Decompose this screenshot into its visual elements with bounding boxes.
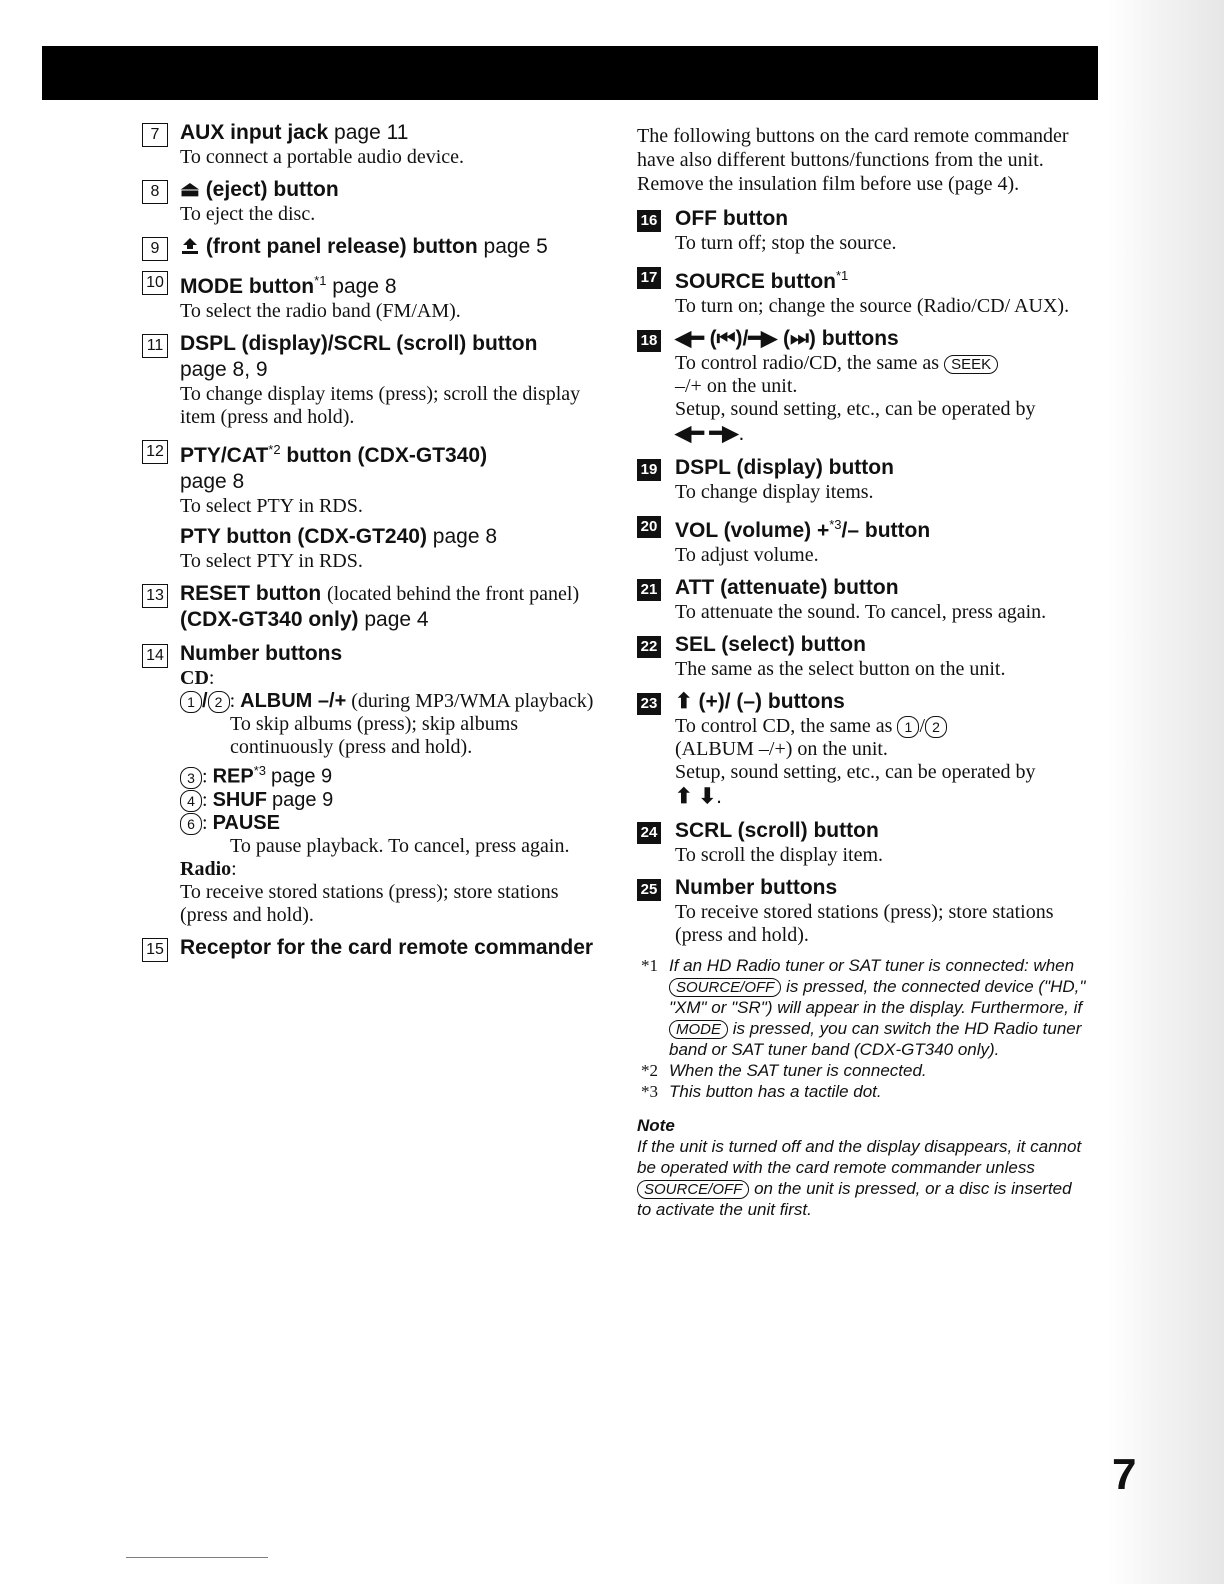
note-text-b: on the unit is pressed, or a disc is inserted to activate the unit first.	[637, 1179, 1072, 1219]
seek-key: SEEK	[944, 355, 998, 374]
item-desc: To turn on; change the source (Radio/CD/ AUX).	[675, 295, 1070, 317]
footnote-mark: *3	[641, 1082, 658, 1101]
footnote-text: is pressed, the connected device ("HD," "XM" or "SR") will appear in the display. Furthermore, if	[669, 977, 1086, 1017]
item-desc: To connect a portable audio device.	[180, 146, 465, 168]
footnote-text: is pressed, you can switch the HD Radio tuner band or SAT tuner band (CDX-GT340 only).	[669, 1019, 1082, 1059]
album-desc: To skip albums (press); skip albums continuously (press and hold).	[230, 713, 519, 758]
item-title: buttons	[821, 327, 899, 350]
item-desc: To select PTY in RDS.	[180, 495, 363, 517]
rep-label: REP	[212, 765, 254, 788]
mode-key: MODE	[669, 1020, 728, 1039]
cd-label: CD	[180, 667, 209, 689]
item-12	[142, 437, 602, 573]
album-note: (during MP3/WMA playback)	[351, 690, 594, 712]
item-number: 21	[637, 579, 661, 601]
key-2: 2	[208, 691, 230, 713]
item-title: RESET button	[180, 582, 322, 605]
next-track-icon: ⏭	[789, 327, 809, 350]
sub-title: PTY button (CDX-GT240)	[180, 525, 427, 548]
item-20	[637, 512, 1087, 567]
item-title: MODE button	[180, 275, 315, 298]
item-number: 8	[142, 180, 168, 204]
item-desc: To adjust volume.	[675, 544, 819, 566]
key-1: 1	[897, 716, 919, 738]
footnote-2	[637, 1060, 1087, 1081]
item-number: 12	[142, 440, 168, 464]
item-title: OFF button	[675, 207, 789, 230]
item-number: 11	[142, 334, 168, 358]
left-column	[142, 120, 602, 969]
item-number: 19	[637, 459, 661, 481]
item-title-suffix: /– button	[841, 519, 931, 542]
radio-label: Radio	[180, 857, 232, 880]
item-desc: To attenuate the sound. To cancel, press again.	[675, 601, 1047, 623]
item-21	[637, 575, 1087, 624]
item-title: ATT (attenuate) button	[675, 576, 899, 599]
item-title-suffix: button (CDX-GT340)	[280, 444, 488, 467]
item-title: AUX input jack	[180, 121, 329, 144]
item-16	[637, 206, 1087, 255]
note-text-a: If the unit is turned off and the display disappears, it cannot be operated with the card remote commander unless	[637, 1137, 1082, 1177]
key-2: 2	[925, 716, 947, 738]
right-arrow-icon: ━▶	[709, 422, 739, 445]
header-bar	[42, 46, 1098, 100]
key-6: 6	[180, 813, 202, 835]
footnote-text: When the SAT tuner is connected.	[669, 1061, 927, 1080]
footnote-mark: *2	[641, 1061, 658, 1080]
item-22	[637, 632, 1087, 681]
item-number: 9	[142, 237, 168, 261]
left-arrow-icon: ◀━	[675, 327, 704, 350]
item-desc: To turn off; stop the source.	[675, 232, 897, 254]
item-19	[637, 455, 1087, 504]
page-ref: page 8	[180, 470, 245, 493]
item-title: (front panel release) button	[205, 235, 478, 258]
footnote-1	[637, 955, 1087, 1060]
item-number: 16	[637, 210, 661, 232]
key-4: 4	[180, 790, 202, 812]
shuf-label: SHUF	[212, 788, 268, 811]
footnote-ref: *3	[253, 763, 266, 778]
right-arrow-icon: ━▶	[748, 327, 778, 350]
item-9	[142, 234, 602, 260]
item-14: 14 Number buttons CD: 1 / 2 : ALBUM –/+ (during MP3/WMA playback) To skip albums (press); skip albums continuously (press and hold). 3 : REP$^{*3}$ page 9 4 : SHUF page 9 6 : PAUSE To pause playback. To cancel, press again. Radio: To receive stored stations (press); store stations (press and hold).	[142, 641, 602, 927]
front-panel-release-icon	[180, 235, 206, 258]
item-desc-3: Setup, sound setting, etc., can be operated by	[675, 761, 1036, 783]
item-desc: To receive stored stations (press); store stations (press and hold).	[675, 901, 1054, 946]
footnote-ref: *3	[829, 517, 842, 532]
item-desc: To eject the disc.	[180, 203, 316, 225]
up-arrow-icon: ⬆	[675, 785, 693, 808]
item-number: 22	[637, 636, 661, 658]
item-desc: To scroll the display item.	[675, 844, 884, 866]
item-title: DSPL (display)/SCRL (scroll) button	[180, 332, 538, 355]
source-off-key: SOURCE/OFF	[669, 978, 781, 997]
item-title: (+)/ (–) buttons	[698, 690, 845, 713]
item-desc: To select the radio band (FM/AM).	[180, 300, 461, 322]
footnote-ref: *2	[268, 442, 281, 457]
footnote-3	[637, 1081, 1087, 1102]
eject-icon: ⏏	[180, 178, 200, 201]
key-3: 3	[180, 767, 202, 789]
item-23: 23 ⬆ (+)/ (–) buttons To control CD, the same as 1 / 2 (ALBUM –/+) on the unit. Setup, sound setting, etc., can be operated by ⬆ ⬇.	[637, 689, 1087, 810]
page-ref: page 4	[364, 608, 429, 631]
item-number: 14	[142, 644, 168, 668]
item-8	[142, 177, 602, 226]
item-desc: To control CD, the same as	[675, 715, 893, 737]
sub-desc: To select PTY in RDS.	[180, 550, 363, 572]
page-ref: page 11	[334, 121, 409, 144]
down-arrow-icon: ⬇	[698, 785, 717, 808]
item-title: Number buttons	[180, 642, 343, 665]
item-number: 10	[142, 271, 168, 295]
item-desc: The same as the select button on the unit.	[675, 658, 1006, 680]
item-10	[142, 268, 602, 323]
pause-desc: To pause playback. To cancel, press again.	[230, 834, 570, 857]
item-desc-2: –/+ on the unit.	[675, 375, 798, 397]
item-title: Number buttons	[675, 876, 838, 899]
note-title: Note	[637, 1116, 675, 1135]
item-15	[142, 935, 602, 961]
item-number: 13	[142, 584, 168, 608]
item-17	[637, 263, 1087, 318]
footnote-text: If an HD Radio tuner or SAT tuner is connected: when	[669, 956, 1075, 975]
page-ref: page 8	[332, 275, 397, 298]
page-ref: page 8	[432, 525, 498, 548]
prev-track-icon: ⏮	[716, 327, 736, 350]
item-title: PTY/CAT	[180, 444, 269, 467]
intro-text: The following buttons on the card remote commander have also different buttons/functions from the unit. Remove the insulation film before use (page 4).	[637, 125, 1069, 195]
footnote-text: This button has a tactile dot.	[669, 1082, 882, 1101]
page-ref: page 9	[272, 788, 334, 811]
item-11	[142, 331, 602, 429]
footnote-ref: *1	[314, 273, 327, 288]
item-7	[142, 120, 602, 169]
item-18: 18 ◀━ (⏮)/━▶ (⏭) buttons To control radio/CD, the same as SEEK –/+ on the unit. Setup, sound setting, etc., can be operated by ◀━ ━▶.	[637, 326, 1087, 447]
up-arrow-icon: ⬆	[675, 690, 693, 713]
source-off-key: SOURCE/OFF	[637, 1180, 749, 1199]
item-desc: To change display items (press); scroll the display item (press and hold).	[180, 383, 581, 428]
footer-line	[126, 1557, 268, 1558]
left-arrow-icon: ◀━	[675, 422, 704, 445]
item-number: 15	[142, 938, 168, 962]
item-number: 17	[637, 267, 661, 289]
item-location: (located behind the front panel)	[327, 583, 580, 605]
item-24	[637, 818, 1087, 867]
item-number: 18	[637, 330, 661, 352]
page-number: 7	[1112, 1450, 1137, 1499]
album-label: ALBUM –/+	[240, 690, 347, 712]
item-25	[637, 875, 1087, 947]
item-title: Receptor for the card remote commander	[180, 935, 594, 959]
item-desc-2: (ALBUM –/+) on the unit.	[675, 738, 888, 760]
radio-desc: To receive stored stations (press); store stations (press and hold).	[180, 880, 559, 926]
note-text	[637, 1136, 1087, 1220]
item-number: 7	[142, 123, 168, 147]
item-number: 25	[637, 879, 661, 901]
key-1: 1	[180, 691, 202, 713]
item-desc: To control radio/CD, the same as	[675, 352, 940, 374]
item-number: 24	[637, 822, 661, 844]
item-number: 23	[637, 693, 661, 715]
item-desc: To change display items.	[675, 481, 874, 503]
page-ref: page 8, 9	[180, 358, 268, 381]
item-title: DSPL (display) button	[675, 456, 894, 479]
item-desc-3: Setup, sound setting, etc., can be operated by	[675, 398, 1036, 420]
item-model: (CDX-GT340 only)	[180, 608, 359, 631]
page-ref: page 5	[483, 235, 548, 258]
footnote-mark: *1	[641, 956, 658, 975]
item-title: SOURCE button	[675, 270, 836, 293]
item-title: SEL (select) button	[675, 633, 866, 656]
page-edge-shadow	[1108, 0, 1224, 1584]
pause-label: PAUSE	[212, 811, 280, 834]
item-title: SCRL (scroll) button	[675, 819, 879, 842]
footnote-ref: *1	[835, 268, 849, 283]
item-13	[142, 581, 602, 633]
item-title: VOL (volume) +	[675, 519, 830, 542]
item-title: (eject) button	[205, 178, 339, 201]
page-ref: page 9	[270, 765, 333, 788]
right-column	[637, 124, 1087, 1220]
item-number: 20	[637, 516, 661, 538]
